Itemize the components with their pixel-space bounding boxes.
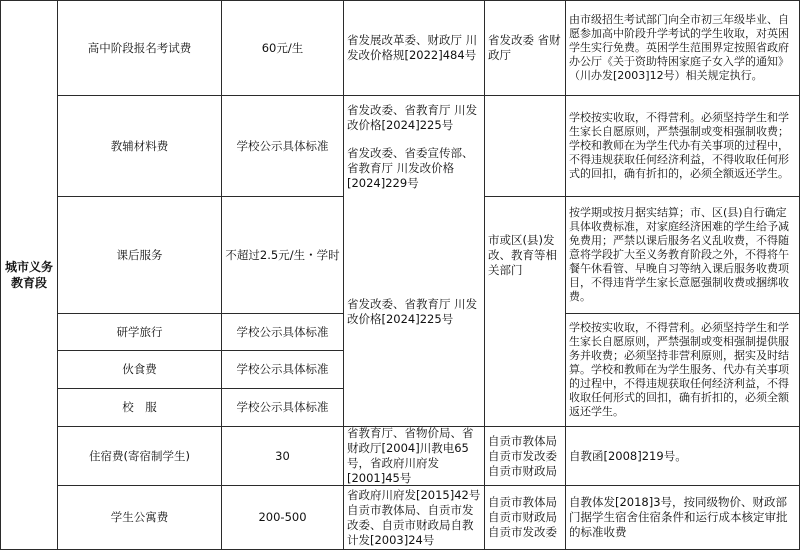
- item-name: 课后服务: [116, 247, 163, 262]
- dept-text: 自贡市教体局 自贡市发改委 自贡市财政局: [488, 433, 557, 478]
- standard-value: 不超过2.5元/生・学时: [225, 247, 340, 262]
- standard-value: 30: [275, 448, 290, 463]
- standard-value: 学校公示具体标准: [236, 400, 329, 414]
- dept-text: 自贡市教体局 自贡市财政局 自贡市发改委: [488, 495, 557, 539]
- item-name: 教辅材料费: [110, 138, 169, 153]
- item-name: 研学旅行: [116, 324, 163, 339]
- basis-text: 省发改委、省委宣传部、省教育厅 川发改价格[2024]229号: [347, 145, 474, 190]
- notes-text: 学校按实收取，不得营利。必须坚持学生和学生家长自愿原则，严禁强制或变相强制收费；学校和教师在为学生代办有关事项的过程中，不得违规获取任何经济利益，不得收取任何形式的回扣，确有折扣的，必须全额返还学生。: [569, 111, 789, 180]
- item-name: 住宿费(寄宿制学生): [89, 448, 190, 463]
- standard-value: 200-500: [258, 510, 307, 524]
- dept-text: 市或区(县)发改、教育等相关部门: [488, 232, 557, 277]
- dept-text: 省发改委 省财政厅: [488, 33, 561, 62]
- standard-value: 60元/生: [261, 40, 304, 55]
- category-label: 城市义务教育段: [5, 260, 54, 290]
- standard-value: 学校公示具体标准: [236, 362, 329, 376]
- basis-text: 省政府川府发[2015]42号 自贡市教体局、自贡市发改委、自贡市财政局自教计发[2003]24号: [347, 487, 481, 547]
- notes-text: 学校按实收取，不得营利。必须坚持学生和学生家长自愿原则，严禁强制或变相强制提供服务并收费；必须坚持非营利原则，据实及时结算。学校和教师在为学生服务、代办有关事项的过程中，不得违规获取任何经济利益，不得收取任何形式的回扣，确有折扣的，必须全额返还学生。: [569, 321, 789, 418]
- shared-basis-text: 省发改委、省教育厅 川发改价格[2024]225号: [347, 296, 478, 326]
- notes-text: 由市级招生考试部门向全市初三年级毕业、自愿参加高中阶段升学考试的学生收取，对英困学生实行免费。英困学生范围界定按照省政府办公厅《关于资助特困家庭子女入学的通知》（川办发[2003]12号）相关规定执行。: [569, 13, 789, 82]
- notes-text: 自教体发[2018]3号，按同级物价、财政部门据学生宿舍住宿条件和运行成本核定审批的标准收费: [569, 495, 788, 539]
- basis-text: 省教育厅、省物价局、省财政厅[2004]川教电65号，省政府川府发[2001]45号: [347, 426, 474, 485]
- item-name: 学生公寓费: [110, 510, 169, 524]
- basis-text: 省发展改革委、财政厅 川发改价格规[2022]484号: [347, 33, 478, 62]
- notes-text: 按学期或按月据实结算；市、区(县)自行确定具体收费标准，对家庭经济困难的学生给予减免费用；严禁以课后服务名义乱收费，不得随意将学段扩大至义务教育阶段之外，不得将午餐午休看管、早晚自习等纳入课后服务收费项目，不得违背学生家长意愿强制收费或捆绑收费。: [569, 206, 789, 303]
- standard-value: 学校公示具体标准: [236, 138, 329, 153]
- item-name: 校 服: [122, 400, 157, 414]
- item-name: 伙食费: [122, 362, 157, 376]
- standard-value: 学校公示具体标准: [236, 324, 329, 339]
- item-name: 高中阶段报名考试费: [87, 40, 192, 55]
- basis-text: 省发改委、省教育厅 川发改价格[2024]225号: [347, 103, 478, 132]
- notes-text: 自教函[2008]219号。: [569, 448, 687, 463]
